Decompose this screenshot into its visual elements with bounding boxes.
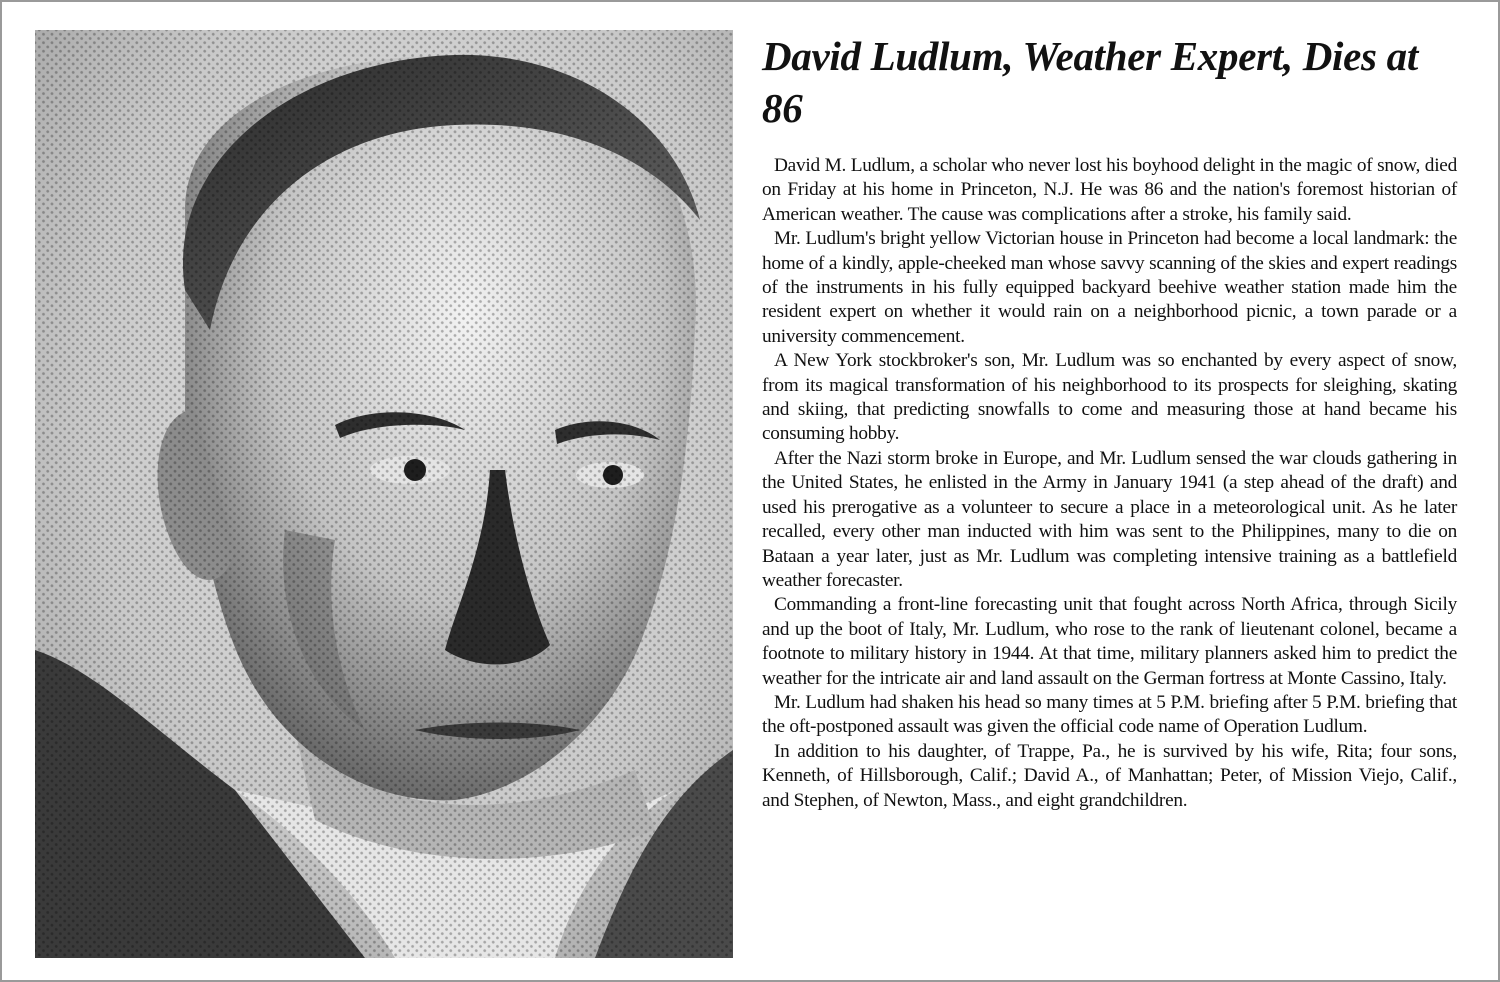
article-paragraph: Commanding a front-line forecasting unit that fought across North Africa, through Sicily and up the boot of Italy, Mr. Ludlum, who rose to the rank of lieutenant colonel, became a footnote to military history in 1944. At that time, military planners asked him to predict the weather for the intricate air and land assault on the German fortress at Monte Cassino, Italy. xyxy=(762,594,1457,689)
article-paragraph: After the Nazi storm broke in Europe, and Mr. Ludlum sensed the war clouds gathering in the United States, he enlisted in the Army in January 1941 (a step ahead of the draft) and used his prerogative as a volunteer to secure a place in a meteorological unit. As he later recalled, every other man inducted with him was sent to the Philippines, many to die on Bataan a year later, just as Mr. Ludlum was completing intensive training as a battlefield weather forecaster. xyxy=(762,447,1457,591)
article-paragraph: A New York stockbroker's son, Mr. Ludlum was so enchanted by every aspect of snow, from its magical transformation of his neighborhood to its prospects for sleighing, skating and skiing, that predicting snowfalls to come and measuring those at hand became his consuming hobby. xyxy=(762,350,1457,445)
article-paragraph: Mr. Ludlum had shaken his head so many times at 5 P.M. briefing after 5 P.M. briefing that the oft-postponed assault was given the official code name of Operation Ludlum. xyxy=(762,691,1457,738)
article-paragraph: In addition to his daughter, of Trappe, Pa., he is survived by his wife, Rita; four sons, Kenneth, of Hillsborough, Calif.; David A., of Manhattan; Peter, of Mission Viejo, Calif., and Stephen, of Newton, Mass., and eight grandchildren. xyxy=(762,740,1457,811)
halftone-portrait-image xyxy=(35,30,733,958)
article-body xyxy=(762,154,1457,813)
article-paragraph: Mr. Ludlum's bright yellow Victorian house in Princeton had become a local landmark: the home of a kindly, apple-cheeked man whose savvy scanning of the skies and expert readings of the instruments in his fully equipped backyard beehive weather station made him the resident expert on whether it would rain on a neighborhood picnic, a town parade or a university commencement. xyxy=(762,228,1457,347)
article-paragraph: David M. Ludlum, a scholar who never lost his boyhood delight in the magic of snow, died on Friday at his home in Princeton, N.J. He was 86 and the nation's foremost historian of American weather. The cause was complications after a stroke, his family said. xyxy=(762,155,1457,225)
article xyxy=(762,30,1457,813)
headline: David Ludlum, Weather Expert, Dies at 86 xyxy=(762,33,1418,131)
portrait-photo xyxy=(35,30,733,958)
